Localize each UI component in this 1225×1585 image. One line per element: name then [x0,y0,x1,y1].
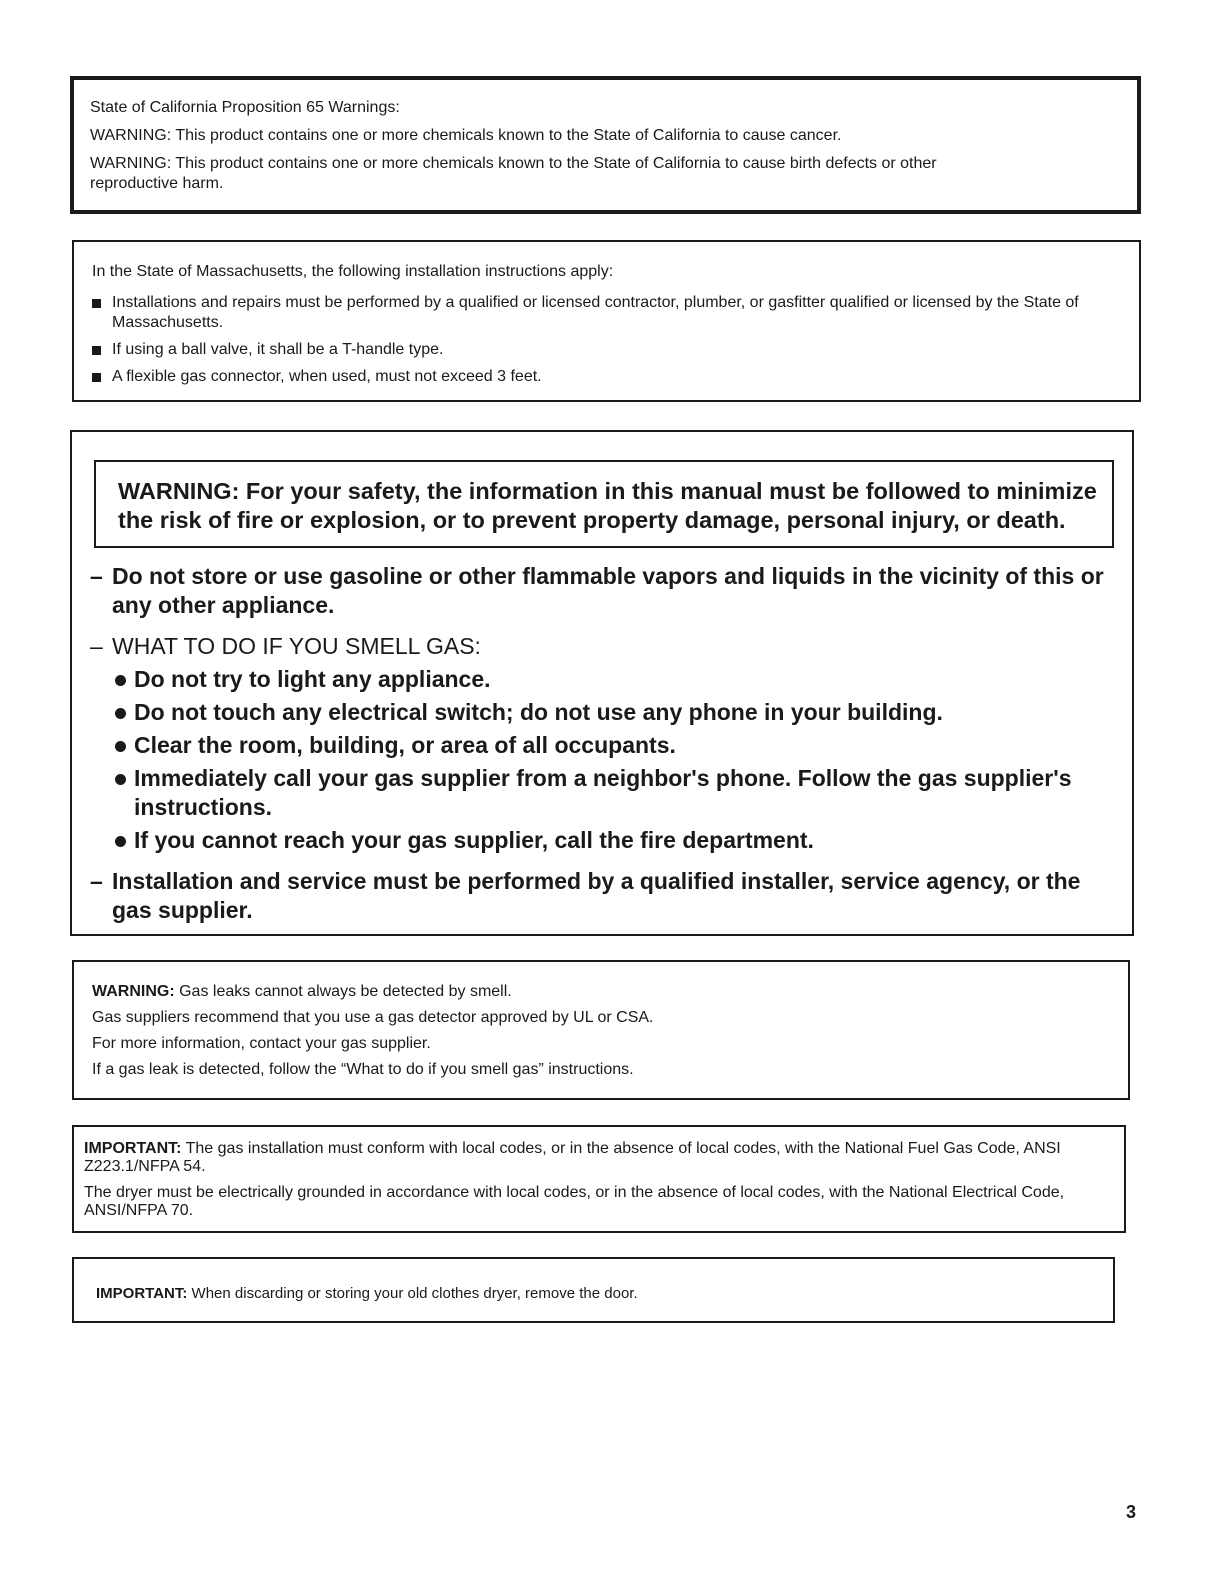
massachusetts-instructions-box [72,240,1141,402]
square-bullet-icon [92,299,101,308]
list-item [92,293,1125,333]
gas-leak-line3: For more information, contact your gas supplier. [92,1035,431,1052]
list-item [114,665,1120,694]
list-item [114,826,1120,855]
installation-service-item [90,867,1120,925]
gas-leak-line2: Gas suppliers recommend that you use a gas detector approved by UL or CSA. [92,1009,654,1026]
gas-leak-line1 [92,982,1114,1002]
list-item [114,764,1120,822]
dash-bullet-icon: – [90,868,103,894]
round-bullet-icon [115,741,126,752]
prop65-title: State of California Proposition 65 Warnings: [90,99,400,116]
safety-instructions [90,562,1120,925]
smell-gas-heading: WHAT TO DO IF YOU SMELL GAS: [112,633,481,659]
smell-gas-step-text: Immediately call your gas supplier from a neighbor's phone. Follow the gas supplier's instructions. [134,765,1072,820]
square-bullet-icon [92,346,101,355]
massachusetts-item-text: A flexible gas connector, when used, must not exceed 3 feet. [112,368,542,385]
smell-gas-section [90,632,1120,661]
gas-leak-line1-text: Gas leaks cannot always be detected by smell. [174,983,512,1000]
list-item [114,698,1120,727]
round-bullet-icon [115,836,126,847]
gas-leak-warning-box [72,960,1130,1100]
no-flammable-storage-text: Do not store or use gasoline or other flammable vapors and liquids in the vicinity of this or any other appliance. [112,563,1104,618]
prop65-warning-box [70,76,1141,214]
massachusetts-item-text: If using a ball valve, it shall be a T-handle type. [112,341,444,358]
no-flammable-storage-item [90,562,1120,620]
massachusetts-list [92,293,1125,387]
square-bullet-icon [92,373,101,382]
safety-headline-box [94,460,1114,548]
list-item [92,367,1125,387]
prop65-birth-defects-warning-line2: reproductive harm. [90,175,224,192]
door-text: When discarding or storing your old clothes dryer, remove the door. [187,1285,638,1302]
page-number: 3 [1126,1502,1137,1522]
important-label: IMPORTANT: [96,1285,188,1302]
electrical-code-paragraph: The dryer must be electrically grounded in accordance with local codes, or in the absence of local codes, with the National Electrical Code, ANSI/NFPA 70. [84,1184,1065,1219]
important-label: IMPORTANT: [84,1140,182,1157]
safety-headline-line1: WARNING: For your safety, the information in this manual must be followed to minimize [118,478,1097,504]
round-bullet-icon [115,708,126,719]
safety-warning-box [70,430,1134,936]
dash-bullet-icon: – [90,633,103,659]
gas-leak-line4: If a gas leak is detected, follow the “What to do if you smell gas” instructions. [92,1061,634,1078]
smell-gas-step-text: If you cannot reach your gas supplier, call the fire department. [134,827,814,853]
list-item [114,731,1120,760]
smell-gas-step-text: Do not touch any electrical switch; do not use any phone in your building. [134,699,943,725]
massachusetts-item-text: Installations and repairs must be performed by a qualified or licensed contractor, plumber, or gasfitter qualified or licensed by the State of Massachusetts. [112,294,1079,331]
gas-code-paragraph [84,1140,1112,1176]
smell-gas-steps [90,665,1120,855]
important-codes-box [72,1125,1126,1233]
dash-bullet-icon: – [90,563,103,589]
list-item [92,340,1125,360]
safety-headline-line2: the risk of fire or explosion, or to prevent property damage, personal injury, or death. [118,507,1066,533]
round-bullet-icon [115,774,126,785]
prop65-birth-defects-warning-line1: WARNING: This product contains one or more chemicals known to the State of California to cause birth defects or other [90,155,937,172]
massachusetts-intro: In the State of Massachusetts, the following installation instructions apply: [92,263,614,280]
prop65-cancer-warning: WARNING: This product contains one or more chemicals known to the State of California to cause cancer. [90,127,842,144]
door-paragraph [96,1284,1099,1304]
warning-label: WARNING: [92,983,175,1000]
smell-gas-step-text: Do not try to light any appliance. [134,666,491,692]
installation-service-text: Installation and service must be performed by a qualified installer, service agency, or the gas supplier. [112,868,1081,923]
gas-code-text: The gas installation must conform with local codes, or in the absence of local codes, with the National Fuel Gas Code, ANSI Z223.1/NFPA 54. [84,1140,1061,1175]
smell-gas-step-text: Clear the room, building, or area of all occupants. [134,732,676,758]
round-bullet-icon [115,675,126,686]
important-door-box [72,1257,1115,1323]
